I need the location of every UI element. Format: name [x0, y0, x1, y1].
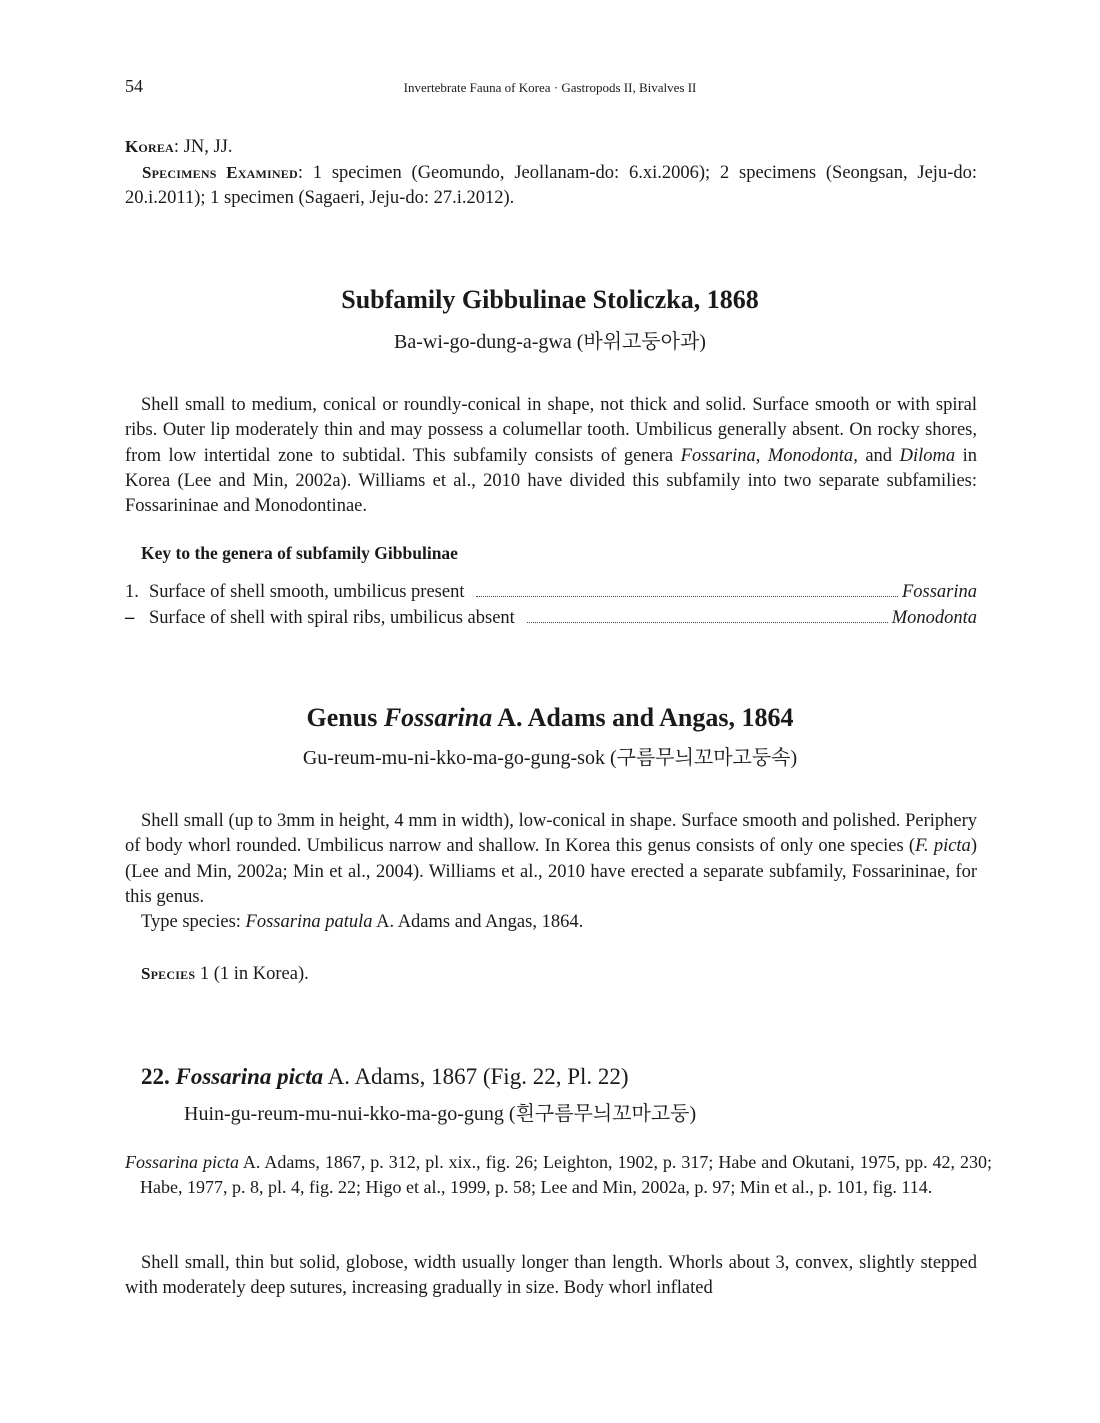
key-marker: –: [125, 608, 135, 628]
genus-title-prefix: Genus: [306, 703, 384, 732]
separator: , and: [853, 445, 900, 466]
synonymy-name: Fossarina picta: [125, 1152, 239, 1172]
type-species-name: Fossarina patula: [245, 912, 373, 932]
genus-title-name: Fossarina: [383, 703, 493, 732]
genus-diloma: Diloma: [899, 445, 956, 466]
type-species-label: Type species:: [141, 912, 246, 932]
species-number: 22.: [141, 1064, 170, 1089]
species-title: [141, 1064, 629, 1090]
leader-dots: [476, 596, 897, 597]
genus-romanized-name: Gu-reum-mu-ni-kko-ma-go-gung-sok (구름무늬꼬마고둥속): [302, 747, 798, 769]
species-romanized-name: Huin-gu-reum-mu-nui-kko-ma-go-gung (흰구름무늬꼬마고둥): [184, 1103, 697, 1125]
genus-title: [0, 703, 1100, 733]
key-title: Key to the genera of subfamily Gibbulinae: [141, 543, 458, 563]
key-row: [125, 582, 977, 603]
genus-title-suffix: A. Adams and Angas, 1864: [492, 703, 794, 732]
korea-distribution: [125, 134, 977, 160]
genus-fossarina: Fossarina: [680, 445, 756, 466]
separator: ,: [755, 445, 768, 466]
type-species: [141, 910, 977, 935]
species-count-label: Species: [141, 964, 196, 983]
specimens-label: Specimens Examined: [142, 163, 298, 182]
running-header: Invertebrate Fauna of Korea · Gastropods II, Bivalves II: [403, 80, 697, 95]
genus-description: [125, 809, 977, 910]
genus-desc-part-2: ) (Lee and Min, 2002a; Min et al., 2004). Williams et al., 2010 have erected a separate subfamily, Fossarininae, for this genus.: [125, 836, 977, 907]
species-count: [141, 961, 309, 987]
type-species-author: A. Adams and Angas, 1864.: [372, 912, 584, 932]
species-author: A. Adams, 1867 (Fig. 22, Pl. 22): [323, 1064, 629, 1089]
korea-label: Korea: [125, 137, 174, 156]
subfamily-desc-part-2: in Korea (Lee and Min, 2002a). Williams et al., 2010 have divided this subfamily into two separate subfamilies: Fossarininae and Monodontinae.: [125, 445, 978, 517]
key-result: Monodonta: [891, 608, 977, 628]
species-count-value: 1 (1 in Korea).: [195, 964, 309, 984]
species-description: Shell small, thin but solid, globose, width usually longer than length. Whorls about 3, convex, slightly stepped with moderately deep sutures, increasing gradually in size. Body whorl inflated: [125, 1253, 977, 1299]
subfamily-desc-part-1: Shell small to medium, conical or roundly-conical in shape, not thick and solid. Surface smooth or with spiral ribs. Outer lip moderately thin and may possess a columellar tooth. Umbilicus generally absent. On rocky shores, from low intertidal zone to subtidal. This subfamily consists of genera: [125, 395, 977, 466]
species-synonymy: [125, 1150, 992, 1201]
leader-dots: [527, 622, 888, 623]
korea-value: : JN, JJ.: [173, 137, 233, 157]
subfamily-romanized-name: Ba-wi-go-dung-a-gwa (바위고둥아과): [394, 331, 706, 353]
species-abbrev: F. picta: [915, 836, 971, 857]
key-text: Surface of shell with spiral ribs, umbilicus absent: [149, 608, 515, 628]
subfamily-description: [125, 393, 977, 519]
species-name: Fossarina picta: [175, 1064, 324, 1089]
key-text: Surface of shell smooth, umbilicus present: [149, 582, 465, 602]
page-number: 54: [125, 76, 143, 96]
synonymy-references: A. Adams, 1867, p. 312, pl. xix., fig. 26; Leighton, 1902, p. 317; Habe and Okutani, 1975, pp. 42, 230; Habe, 1977, p. 8, pl. 4, fig. 22; Higo et al., 1999, p. 58; Lee and Min, 2002a, p. 97; Min et al., p. 101, fig. 114.: [140, 1152, 992, 1198]
specimens-value: : 1 specimen (Geomundo, Jeollanam-do: 6.xi.2006); 2 specimens (Seongsan, Jeju-do: 20.i.2011); 1 specimen (Sagaeri, Jeju-do: 27.i.2012).: [125, 163, 977, 209]
genus-desc-part-1: Shell small (up to 3mm in height, 4 mm in width), low-conical in shape. Surface smooth and polished. Periphery of body whorl rounded. Umbilicus narrow and shallow. In Korea this genus consists of only one species (: [125, 811, 977, 857]
key-result: Fossarina: [901, 582, 977, 602]
genus-monodonta: Monodonta: [767, 445, 854, 466]
subfamily-title: Subfamily Gibbulinae Stoliczka, 1868: [341, 285, 759, 314]
key-row: [125, 608, 977, 629]
specimens-examined: [125, 160, 977, 212]
key-marker: 1.: [125, 582, 139, 602]
